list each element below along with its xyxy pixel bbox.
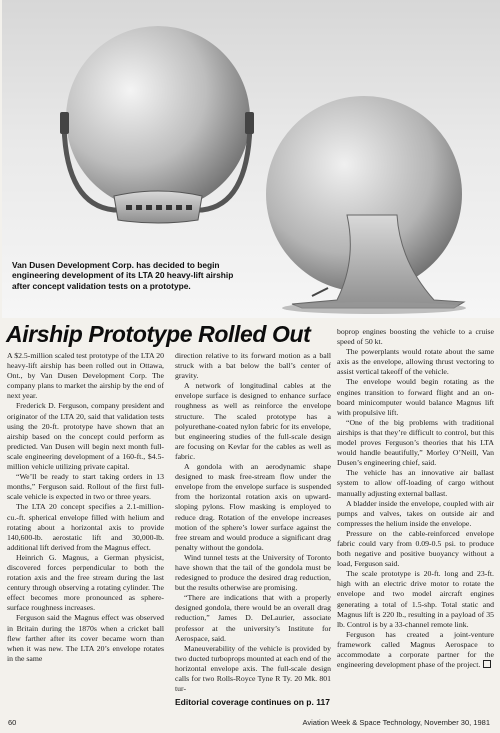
paragraph: A $2.5-million scaled test prototype of the LTA 20 heavy-lift airship has been rolled out in Ottawa, Ont., by Van Dusen Development Corp. The company plans to market the airship by the end of next year. [7, 351, 164, 401]
end-of-article-mark [483, 660, 491, 668]
paragraph: “One of the big problems with traditional airships is that they’re difficult to control, but this model proves Ferguson’s theories that his LTA would handle beautifully,” Morley O’Neill, Van Dusen’s engineering chief, said. [337, 417, 494, 468]
paragraph: Pressure on the cable-reinforced envelope fabric could vary from 0.09-0.5 psi. to produce both negative and positive buoyancy without a load, Ferguson said. [337, 528, 494, 569]
paragraph: “There are indications that with a properly designed gondola, there would be an overall drag reduction,” James D. DeLaurier, associate professor at the university’s Institute for Aerospace, said. [175, 593, 331, 643]
paragraph: “We’ll be ready to start taking orders in 13 months,” Ferguson said. Rollout of the first full-scale vehicle is expected in two or three years. [7, 472, 164, 502]
paragraph: direction relative to its forward motion as a ball struck with a bat below the ball’s center of gravity. [175, 351, 331, 381]
paragraph: A gondola with an aerodynamic shape designed to mask free-stream flow under the envelope from the envelope surface is suspended from the horizontal rotation axis on upward-sloping pylons. Flow masking is employed to reduce drag. Rotation of the envelope increases motion of the sphere’s lower surface against the free stream and would produce a significant drag penalty without the gondola. [175, 462, 331, 552]
paragraph: Ferguson said the Magnus effect was observed in Britain during the 1870s when a cricket ball flew farther after its cover became worn than when it was new. The LTA 20’s envelope rotates in the same [7, 613, 164, 663]
paragraph: Frederick D. Ferguson, company president and originator of the LTA 20, said that validation tests using the 20-ft. prototype have shown that an airship based on the concept could perform as predicted. Van Dusen will begin next month full-scale engineering development of a 160-ft., $4.5-million vehicle utilizing private capital. [7, 401, 164, 472]
paragraph: A network of longitudinal cables at the envelope surface is designed to enhance surface roughness as well as reinforce the envelope structure. The scaled prototype has a polyurethane-coated nylon fabric for its envelope, but engineering studies of the full-scale design are focusing on Kevlar for the cables as well as fabric. [175, 381, 331, 461]
paragraph: The powerplants would rotate about the same axis as the envelope, allowing thrust vectoring to assist vertical takeoff of the vehicle. [337, 347, 494, 377]
paragraph: boprop engines boosting the vehicle to a cruise speed of 50 kt. [337, 327, 494, 347]
paragraph-last [337, 630, 494, 670]
paragraph: The vehicle has an innovative air ballast system to allow off-loading of cargo without manually adjusting external ballast. [337, 468, 494, 498]
airship-photo [2, 0, 500, 318]
paragraph: The envelope would begin rotating as the engines transition to forward flight and an on-board minicomputer would balance Magnus lift with propulsive lift. [337, 377, 494, 417]
continued-note: Editorial coverage continues on p. 117 [175, 697, 330, 707]
left-airship-envelope [66, 26, 250, 210]
article-column-2 [175, 351, 331, 726]
publication-footer: Aviation Week & Space Technology, November 30, 1981 [302, 718, 490, 727]
article-column-1 [7, 351, 164, 726]
paragraph: The LTA 20 concept specifies a 2.1-million-cu.-ft. spherical envelope filled with helium and rotating about a horizontal axis to provide 140,600-lb. aerostatic lift and 30,000-lb. additional lift derived from the Magnus effect. [7, 502, 164, 552]
page-number: 60 [8, 718, 17, 727]
paragraph: The scale prototype is 20-ft. long and 23-ft. high with an electric drive motor to rotate the envelope and two model aircraft engines generating a total of 1.5-shp. Total static and Magnus lift is 220 lb., resulting in a payload of 35 lb. Control is by a 33-channel remote link. [337, 569, 494, 629]
paragraph-text: Ferguson has created a joint-venture framework called Magnus Aerospace to accommodate a corporate partner for the engineering development phase of the project. [337, 629, 494, 670]
article-column-3 [337, 327, 494, 687]
paragraph: Wind tunnel tests at the University of Toronto have shown that the tail of the gondola must be redesigned to produce the desired drag reduction, but the results otherwise are promising. [175, 552, 331, 593]
paragraph: Maneuverability of the vehicle is provided by two ducted turboprops mounted at each end of the horizontal envelope axis. The full-scale design calls for two Rolls-Royce Tyne R Ty. 20 Mk. 801 tur- [175, 643, 331, 694]
paragraph: A bladder inside the envelope, coupled with air pumps and valves, takes on outside air and compresses the helium inside the envelope. [337, 498, 494, 528]
photo-caption: Van Dusen Development Corp. has decided to begin engineering development of its LTA 20 heavy-lift airship after concept validation tests on a prototype. [12, 260, 234, 291]
paragraph: Heinrich G. Magnus, a German physicist, discovered forces perpendicular to both the rotation axis and the free stream during the last century through observing a rotating cylinder. The effect becomes more pronounced as sphere-surface roughness increases. [7, 552, 164, 613]
article-headline: Airship Prototype Rolled Out [6, 321, 311, 347]
